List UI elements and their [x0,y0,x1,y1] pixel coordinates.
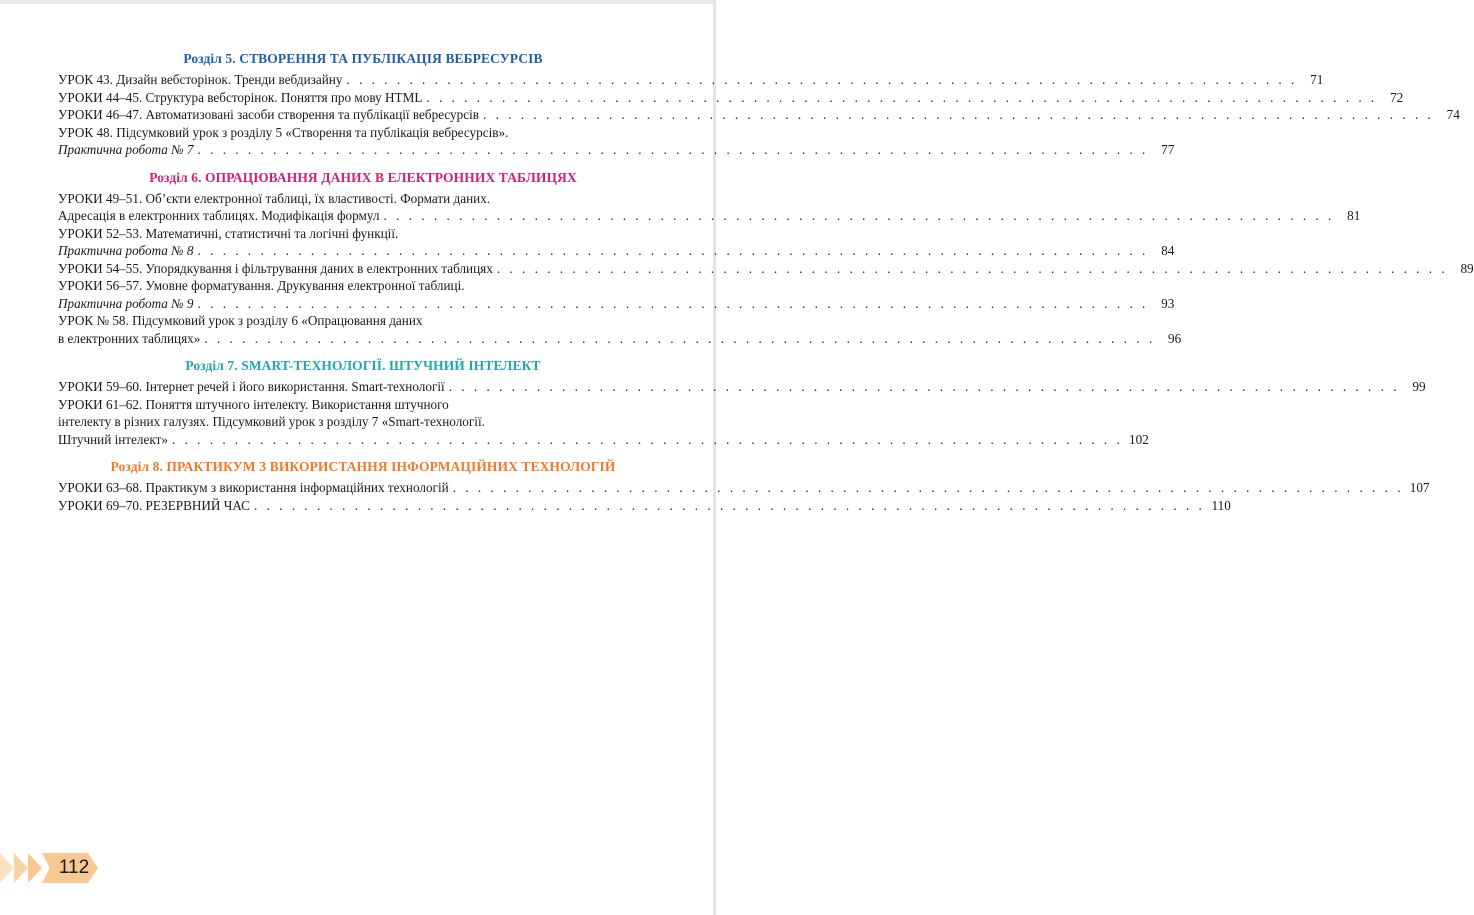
page-number-badge [0,853,120,883]
toc-page-number: 84 [1161,243,1175,258]
toc-entry-line [58,431,1149,449]
toc-entry-text: УРОК 43. Дизайн вебсторінок. Тренди вебдизайну [58,72,343,87]
section-title: Розділ 6. ОПРАЦЮВАННЯ ДАНИХ В ЕЛЕКТРОННИХ ТАБЛИЦЯХ [149,169,577,185]
section-spacer [58,159,668,165]
toc-entry-text: УРОКИ 61–62. Поняття штучного інтелекту. Використання штучного [58,396,449,412]
toc-entry-text: УРОКИ 49–51. Об’єкти електронної таблиці, їх властивості. Формати даних. [58,190,491,206]
toc-entry-text: Практична робота № 8 [58,243,194,258]
toc-page-number: 102 [1129,431,1149,447]
dot-leader: . . . . . . . . . . . . . . . . . . . . . . . . . . . . . . . . . . . . . . . . . . . . . . . . . . . . . . . . . . . . . . . . . . . . . . . . . . . . [496,260,1448,276]
dot-leader: . . . . . . . . . . . . . . . . . . . . . . . . . . . . . . . . . . . . . . . . . . . . . . . . . . . . . . . . . . . . . . . . . . . . . . . . . . . . [383,208,1335,223]
toc-page-number: 81 [1347,208,1361,223]
toc-entry-text: УРОК № 58. Підсумковий урок з розділу 6 «Опрацювання даних [58,313,423,328]
toc-entry-line [58,497,1231,515]
toc-entry-line [58,378,1426,396]
toc-entry-line [58,124,668,142]
toc-entry [58,497,1231,515]
toc-section [58,50,1460,165]
dot-leader: . . . . . . . . . . . . . . . . . . . . . . . . . . . . . . . . . . . . . . . . . . . . . . . . . . . . . . . . . . . . . . . . . . . . . . . . . . . . [171,431,1123,447]
toc-entry-text: Практична робота № 9 [58,295,194,311]
toc-entry-text: УРОКИ 52–53. Математичні, статистичні та логічні функції. [58,225,399,241]
dot-leader: . . . . . . . . . . . . . . . . . . . . . . . . . . . . . . . . . . . . . . . . . . . . . . . . . . . . . . . . . . . . . . . . . . . . . . . . . . . . [426,89,1378,105]
toc-entry-line [58,330,1182,348]
table-of-contents [58,50,1474,518]
toc-entry-text: Адресація в електронних таблицях. Модифікація формул [58,208,380,223]
toc-entry-text: Штучний інтелект» [58,431,168,447]
toc-page-number: 77 [1161,142,1175,157]
toc-entry-line [58,106,1460,124]
toc-entry-text: інтелекту в різних галузях. Підсумковий урок з розділу 7 «Smart-технології. [58,414,485,429]
toc-entry-line [58,295,1175,313]
dot-leader: . . . . . . . . . . . . . . . . . . . . . . . . . . . . . . . . . . . . . . . . . . . . . . . . . . . . . . . . . . . . . . . . . . . . . . . . . . . . [204,330,1156,346]
toc-entry [58,225,1175,260]
toc-entry [58,312,1182,347]
toc-entry-line [58,71,1324,89]
toc-entry [58,124,1175,159]
section-title: Розділ 5. СТВОРЕННЯ ТА ПУБЛІКАЦІЯ ВЕБРЕСУРСІВ [183,51,543,66]
toc-entry-text: УРОКИ 69–70. РЕЗЕРВНИЙ ЧАС [58,497,250,513]
toc-section [58,169,1474,354]
dot-leader: . . . . . . . . . . . . . . . . . . . . . . . . . . . . . . . . . . . . . . . . . . . . . . . . . . . . . . . . . . . . . . . . . . . . . . . . . . . . [253,497,1205,513]
toc-entry-line [58,413,668,431]
toc-entry-text: в електронних таблицях» [58,330,201,346]
toc-page-number: 110 [1211,497,1231,513]
dot-leader: . . . . . . . . . . . . . . . . . . . . . . . . . . . . . . . . . . . . . . . . . . . . . . . . . . . . . . . . . . . . . . . . . . . . . . . . . . . . [346,72,1298,87]
toc-entry-line [58,141,1175,159]
toc-entry-text: УРОКИ 59–60. Інтернет речей і його використання. Smart-технології [58,379,445,394]
toc-entry [58,260,1474,278]
toc-entry-text: УРОКИ 46–47. Автоматизовані засоби створення та публікації вебресурсів [58,107,479,122]
toc-entry-line [58,190,668,208]
toc-entry [58,378,1426,396]
toc-page-number: 96 [1167,330,1182,346]
page-edge-top [0,0,716,4]
toc-entry-line [58,242,1175,260]
toc-entry-line [58,479,1430,497]
dot-leader: . . . . . . . . . . . . . . . . . . . . . . . . . . . . . . . . . . . . . . . . . . . . . . . . . . . . . . . . . . . . . . . . . . . . . . . . . . . . [197,142,1149,157]
toc-entry [58,190,1361,225]
section-spacer [58,347,668,353]
dot-leader: . . . . . . . . . . . . . . . . . . . . . . . . . . . . . . . . . . . . . . . . . . . . . . . . . . . . . . . . . . . . . . . . . . . . . . . . . . . . [448,379,1400,394]
toc-entry-line [58,225,668,243]
dot-leader: . . . . . . . . . . . . . . . . . . . . . . . . . . . . . . . . . . . . . . . . . . . . . . . . . . . . . . . . . . . . . . . . . . . . . . . . . . . . [197,243,1149,258]
dot-leader: . . . . . . . . . . . . . . . . . . . . . . . . . . . . . . . . . . . . . . . . . . . . . . . . . . . . . . . . . . . . . . . . . . . . . . . . . . . . [197,295,1149,311]
section-title: Розділ 7. SMART-ТЕХНОЛОГІЇ. ШТУЧНИЙ ІНТЕЛЕКТ [185,358,541,373]
section-spacer [58,448,668,454]
toc-entry-text: УРОК 48. Підсумковий урок з розділу 5 «Створення та публікація вебресурсів». [58,124,509,140]
section-title: Розділ 8. ПРАКТИКУМ З ВИКОРИСТАННЯ ІНФОРМАЦІЙНИХ ТЕХНОЛОГІЙ [110,459,616,474]
toc-entry-line [58,260,1474,278]
toc-entry-line [58,396,668,414]
toc-entry-text: УРОКИ 63–68. Практикум з використання інформаційних технологій [58,480,449,495]
chevron-decoration-icon [0,853,14,883]
chevron-decoration-icon [14,853,28,883]
toc-page-number: 93 [1161,295,1175,311]
toc-entry [58,71,1324,89]
toc-entry-text: УРОКИ 44–45. Структура вебсторінок. Поняття про мову HTML [58,89,423,105]
dot-leader: . . . . . . . . . . . . . . . . . . . . . . . . . . . . . . . . . . . . . . . . . . . . . . . . . . . . . . . . . . . . . . . . . . . . . . . . . . . . [452,480,1404,495]
toc-entry-text: Практична робота № 7 [58,142,194,157]
toc-entry-line [58,207,1361,225]
toc-entry [58,277,1175,312]
toc-page-number: 74 [1446,107,1460,122]
toc-entry-line [58,277,668,295]
toc-entry [58,106,1460,124]
toc-page-number: 99 [1412,379,1426,394]
toc-section [58,458,1430,514]
toc-entry [58,479,1430,497]
toc-page-number: 72 [1390,89,1404,105]
toc-page-number: 71 [1310,72,1324,87]
toc-page-number: 89 [1460,260,1474,276]
toc-entry-line [58,89,1404,107]
toc-entry-line [58,312,668,330]
toc-entry [58,89,1404,107]
dot-leader: . . . . . . . . . . . . . . . . . . . . . . . . . . . . . . . . . . . . . . . . . . . . . . . . . . . . . . . . . . . . . . . . . . . . . . . . . . . . [483,107,1434,122]
toc-entry [58,396,1149,449]
toc-section [58,357,1426,454]
chevron-decoration-icon [28,853,42,883]
toc-entry-text: УРОКИ 56–57. Умовне форматування. Друкування електронної таблиці. [58,278,465,293]
toc-page-number: 107 [1409,480,1430,495]
toc-entry-text: УРОКИ 54–55. Упорядкування і фільтрування даних в електронних таблицях [58,260,493,276]
page-number: 112 [58,857,90,878]
page-edge-right [713,0,716,915]
